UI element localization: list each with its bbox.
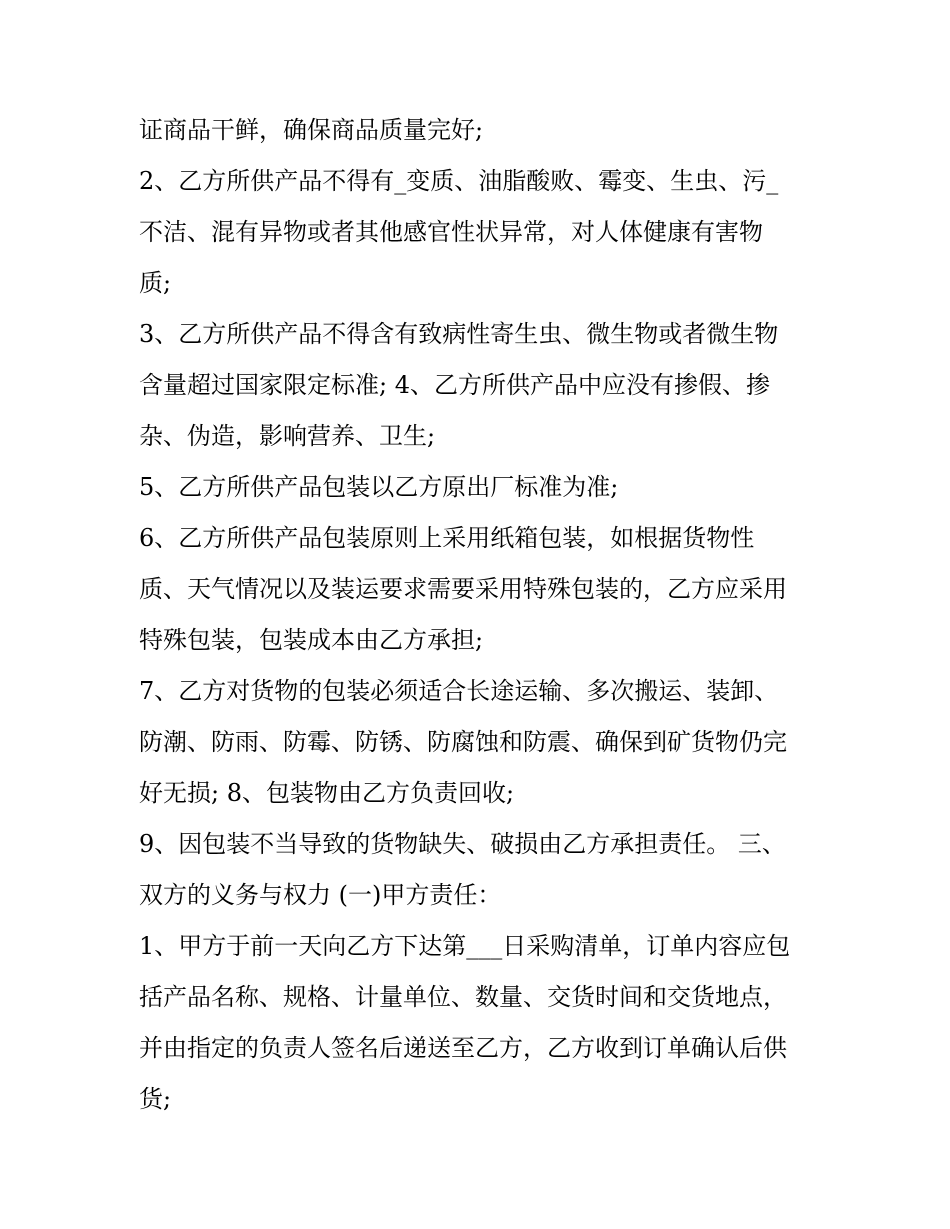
- text-line: 质;: [139, 269, 172, 297]
- text-line: 1、甲方于前一天向乙方下达第___日采购清单，订单内容应包: [139, 932, 791, 960]
- text-line: 双方的义务与权力 (一)甲方责任：: [139, 881, 502, 909]
- text-line: 7、乙方对货物的包装必须适合长途运输、多次搬运、装卸、: [139, 677, 779, 705]
- text-line: 括产品名称、规格、计量单位、数量、交货时间和交货地点，: [139, 983, 787, 1011]
- text-line: 好无损; 8、包装物由乙方负责回收;: [139, 779, 515, 807]
- text-line: 杂、伪造，影响营养、卫生;: [139, 422, 436, 450]
- text-line: 5、乙方所供产品包装以乙方原出厂标准为准;: [139, 473, 619, 501]
- text-line: 并由指定的负责人签名后递送至乙方，乙方收到订单确认后供: [139, 1034, 787, 1062]
- text-line: 含量超过国家限定标准; 4、乙方所供产品中应没有掺假、掺: [139, 371, 770, 399]
- text-line: 证商品干鲜，确保商品质量完好;: [139, 116, 484, 144]
- text-line: 防潮、防雨、防霉、防锈、防腐蚀和防震、确保到矿货物仍完: [139, 728, 787, 756]
- text-line: 特殊包装，包装成本由乙方承担;: [139, 626, 484, 654]
- text-line: 2、乙方所供产品不得有_变质、油脂酸败、霉变、生虫、污_: [139, 167, 779, 195]
- text-line: 3、乙方所供产品不得含有致病性寄生虫、微生物或者微生物: [139, 320, 779, 348]
- contract-text: [139, 105, 829, 1125]
- text-line: 9、因包装不当导致的货物缺失、破损由乙方承担责任。 三、: [139, 830, 786, 858]
- text-line: 不洁、混有异物或者其他感官性状异常，对人体健康有害物: [139, 218, 763, 246]
- text-line: 货;: [139, 1085, 172, 1113]
- text-line: 质、天气情况以及装运要求需要采用特殊包装的，乙方应采用: [139, 575, 787, 603]
- text-line: 6、乙方所供产品包装原则上采用纸箱包装，如根据货物性: [139, 524, 755, 552]
